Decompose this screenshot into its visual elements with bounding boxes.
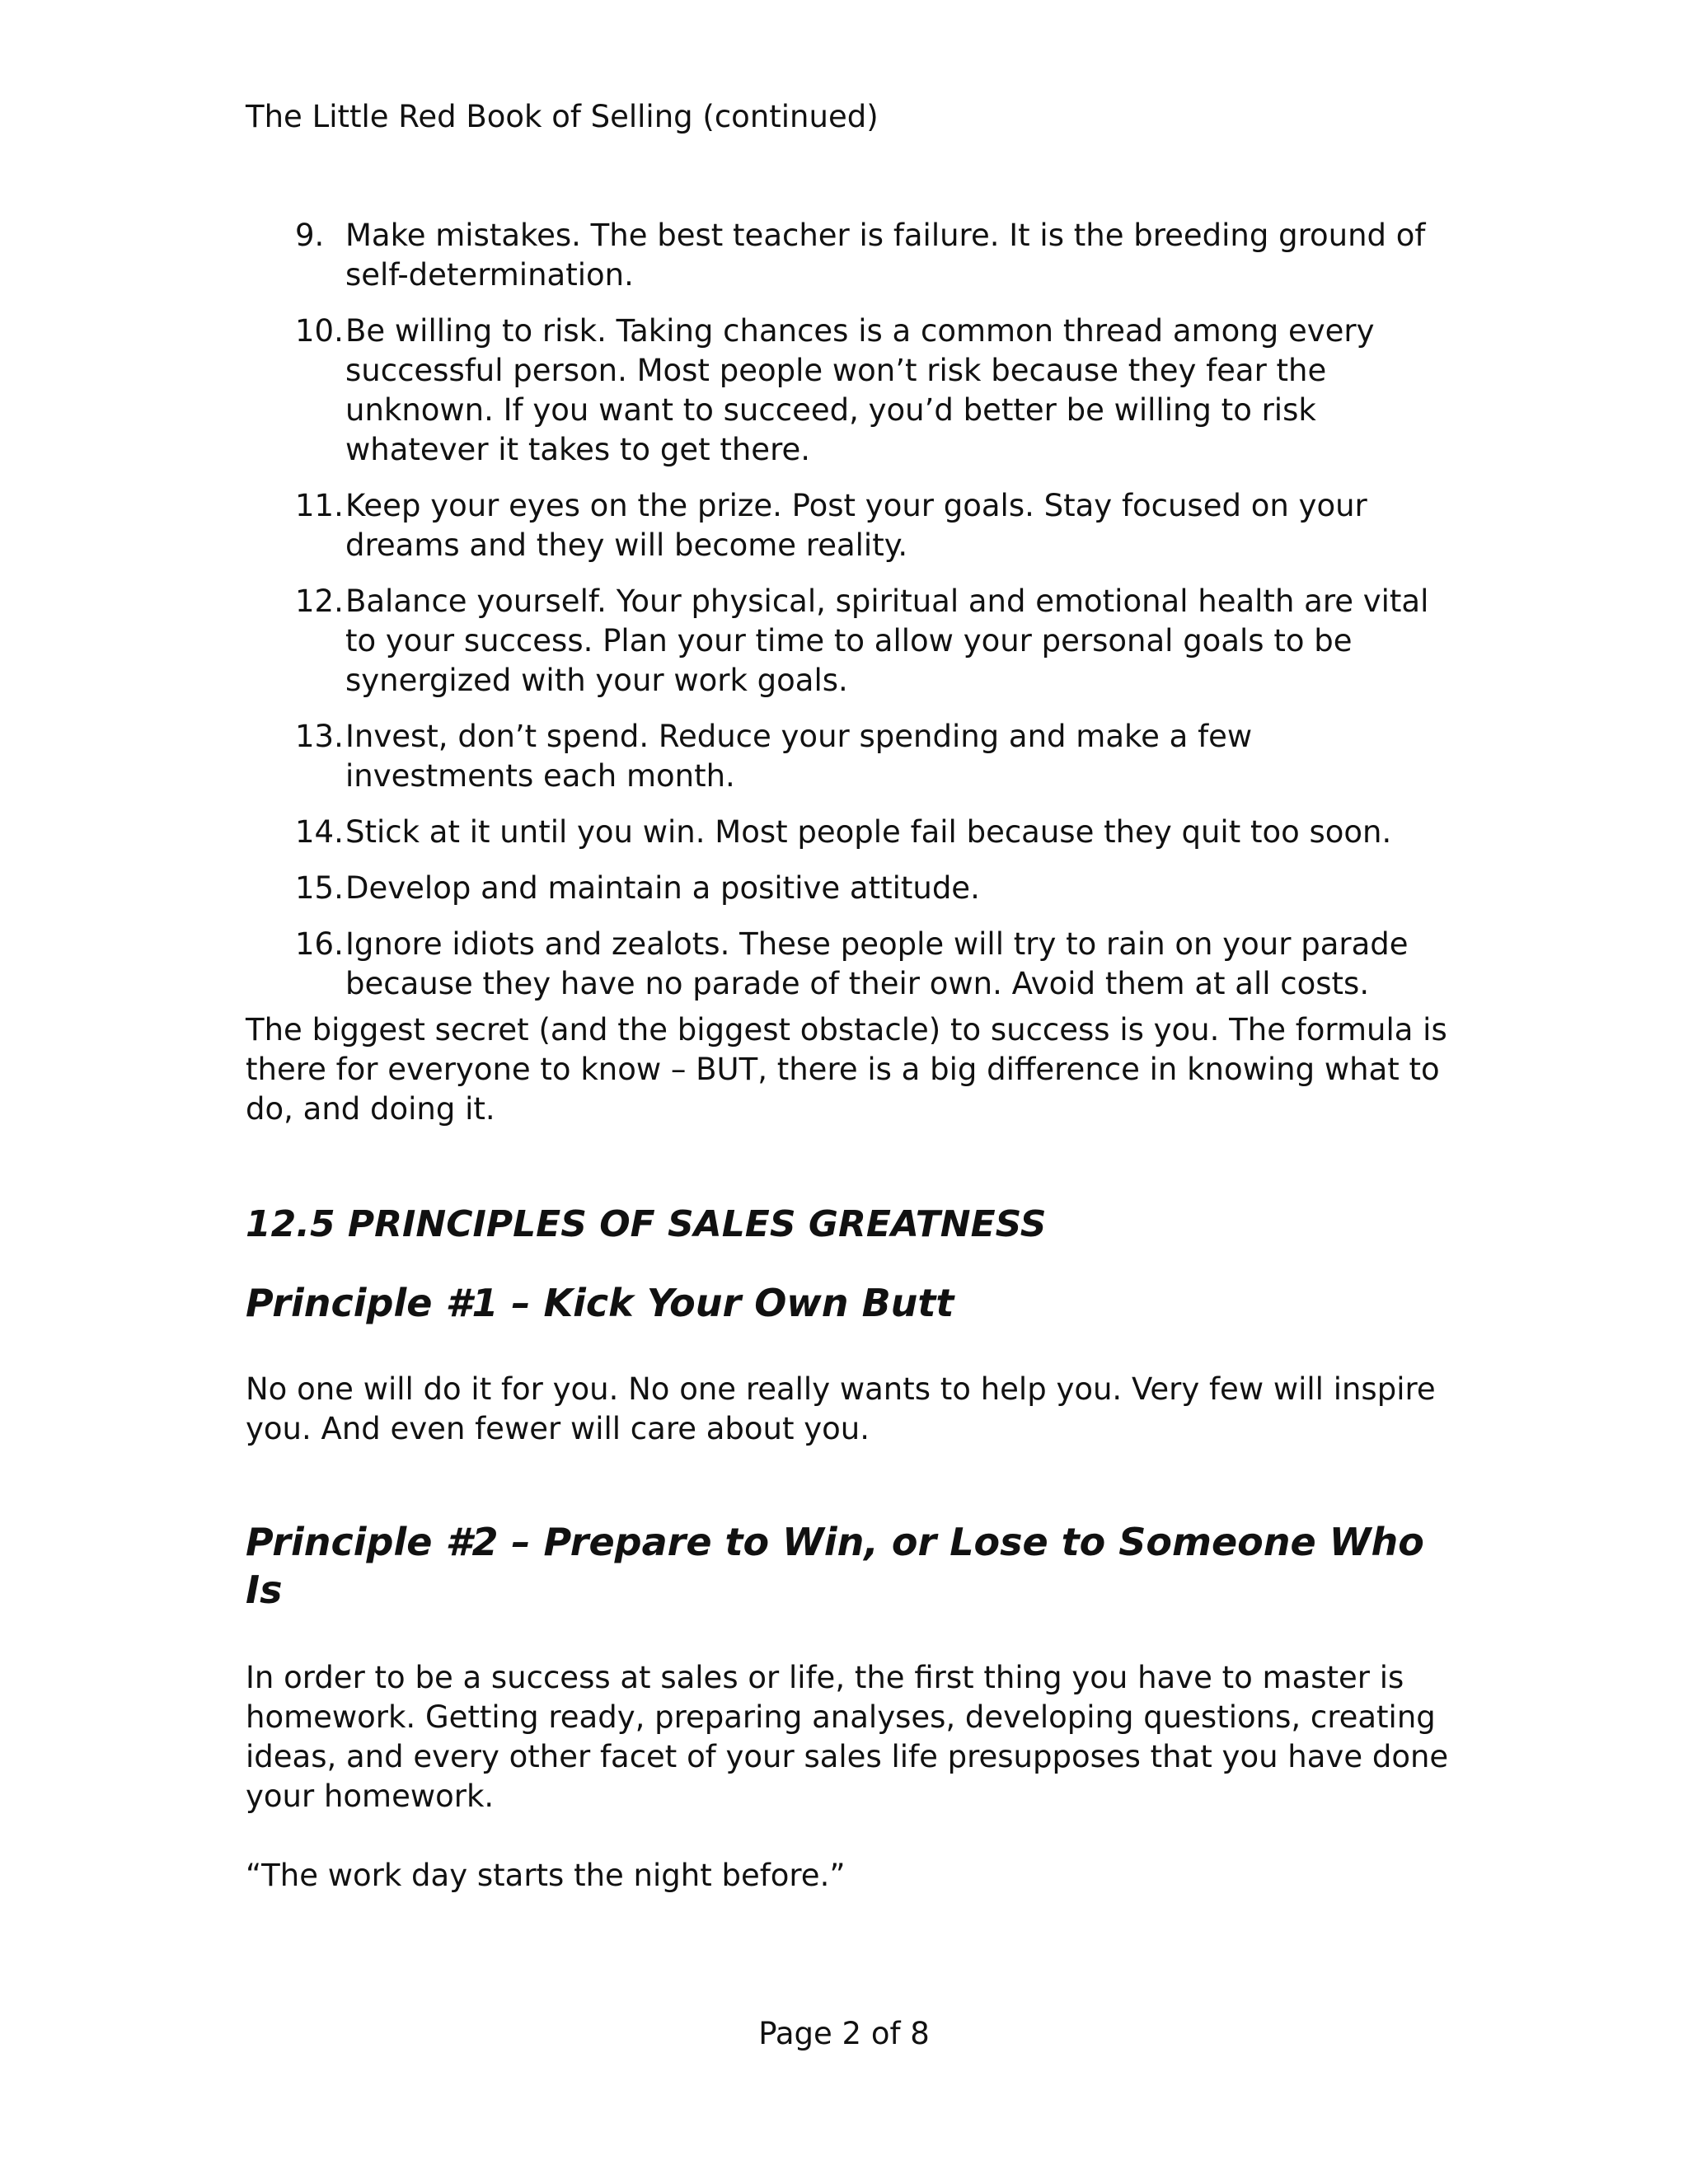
list-item <box>246 925 1449 1004</box>
list-item-number: 12. <box>295 583 344 619</box>
list-item <box>246 869 1449 908</box>
list-item-number: 16. <box>295 926 344 962</box>
numbered-list <box>246 216 1449 1004</box>
list-item-text: Be willing to risk. Taking chances is a common thread among every successful person. Most people won’t risk because they fear the unknown. If you want to succeed, you’d better be willing to risk whatever it takes to get there. <box>345 313 1375 467</box>
list-item-text: Stick at it until you win. Most people fail because they quit too soon. <box>345 814 1392 850</box>
list-item-number: 9. <box>295 218 325 253</box>
list-item <box>246 312 1449 470</box>
list-item-text: Balance yourself. Your physical, spiritual and emotional health are vital to your success. Plan your time to allow your personal goals to be synergized with your work goals. <box>345 583 1429 698</box>
section-heading: 12.5 PRINCIPLES OF SALES GREATNESS <box>246 1203 1047 1245</box>
running-header: The Little Red Book of Selling (continued) <box>246 99 879 134</box>
list-item-number: 14. <box>295 814 344 850</box>
principle-1-paragraph: No one will do it for you. No one really wants to help you. Very few will inspire you. And even fewer will care about you. <box>246 1371 1436 1446</box>
list-item <box>246 813 1449 852</box>
quote-paragraph: “The work day starts the night before.” <box>246 1858 846 1893</box>
list-item-number: 11. <box>295 488 344 523</box>
list-item-text: Ignore idiots and zealots. These people will try to rain on your parade because they have no parade of their own. Avoid them at all costs. <box>345 926 1409 1001</box>
principle-2-paragraph: In order to be a success at sales or life, the first thing you have to master is homework. Getting ready, preparing analyses, developing questions, creating ideas, and every other facet of your sales life presupposes that you have done your homework. <box>246 1660 1449 1814</box>
list-item-text: Make mistakes. The best teacher is failure. It is the breeding ground of self-determination. <box>345 218 1426 293</box>
principle-heading-2: Principle #2 – Prepare to Win, or Lose to Someone Who Is <box>246 1520 1424 1612</box>
page-content <box>246 216 1449 1896</box>
list-item-text: Develop and maintain a positive attitude. <box>345 870 980 906</box>
list-item-number: 13. <box>295 719 344 754</box>
closing-paragraph: The biggest secret (and the biggest obstacle) to success is you. The formula is there for everyone to know – BUT, there is a big difference in knowing what to do, and doing it. <box>246 1012 1447 1127</box>
list-item <box>246 582 1449 701</box>
list-item-text: Invest, don’t spend. Reduce your spending and make a few investments each month. <box>345 719 1253 794</box>
principle-heading-1: Principle #1 – Kick Your Own Butt <box>246 1281 954 1325</box>
list-item-number: 15. <box>295 870 344 906</box>
page-number: Page 2 of 8 <box>758 2016 930 2051</box>
list-item <box>246 486 1449 565</box>
list-item <box>246 717 1449 796</box>
list-item-text: Keep your eyes on the prize. Post your goals. Stay focused on your dreams and they will become reality. <box>345 488 1367 563</box>
list-item <box>246 216 1449 295</box>
list-item-number: 10. <box>295 313 344 349</box>
